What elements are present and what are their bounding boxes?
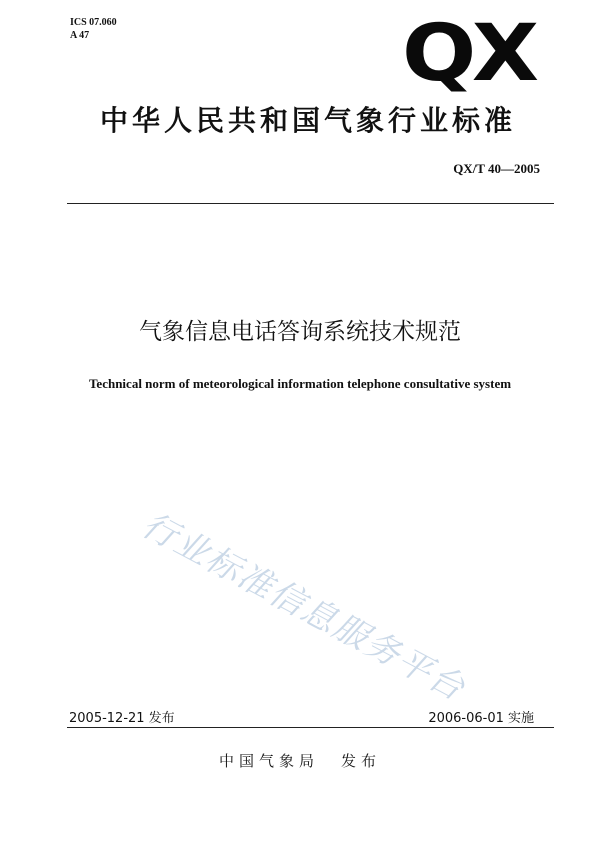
issue-date: 2005-12-21 发布 [69,711,175,726]
document-title-zh: 气象信息电话答询系统技术规范 [139,319,461,345]
publisher-name: 中国气象局 [218,752,319,770]
bottom-divider [67,727,554,728]
publisher-line [0,750,600,771]
implementation-date: 2006-06-01 实施 [428,711,534,726]
top-divider [67,203,554,204]
qx-logo: QX [402,9,535,99]
watermark: 行业标准信息服务平台 [135,505,473,710]
document-title-en: Technical norm of meteorological information telephone consultative system [88,376,512,391]
standard-category-title: 中华人民共和国气象行业标准 [99,104,516,137]
standard-number: QX/T 40—2005 [453,161,540,176]
class-code: A 47 [70,30,90,41]
classification-codes [70,16,117,42]
publisher-action: 发布 [341,752,382,770]
ics-code: ICS 07.060 [70,17,117,28]
